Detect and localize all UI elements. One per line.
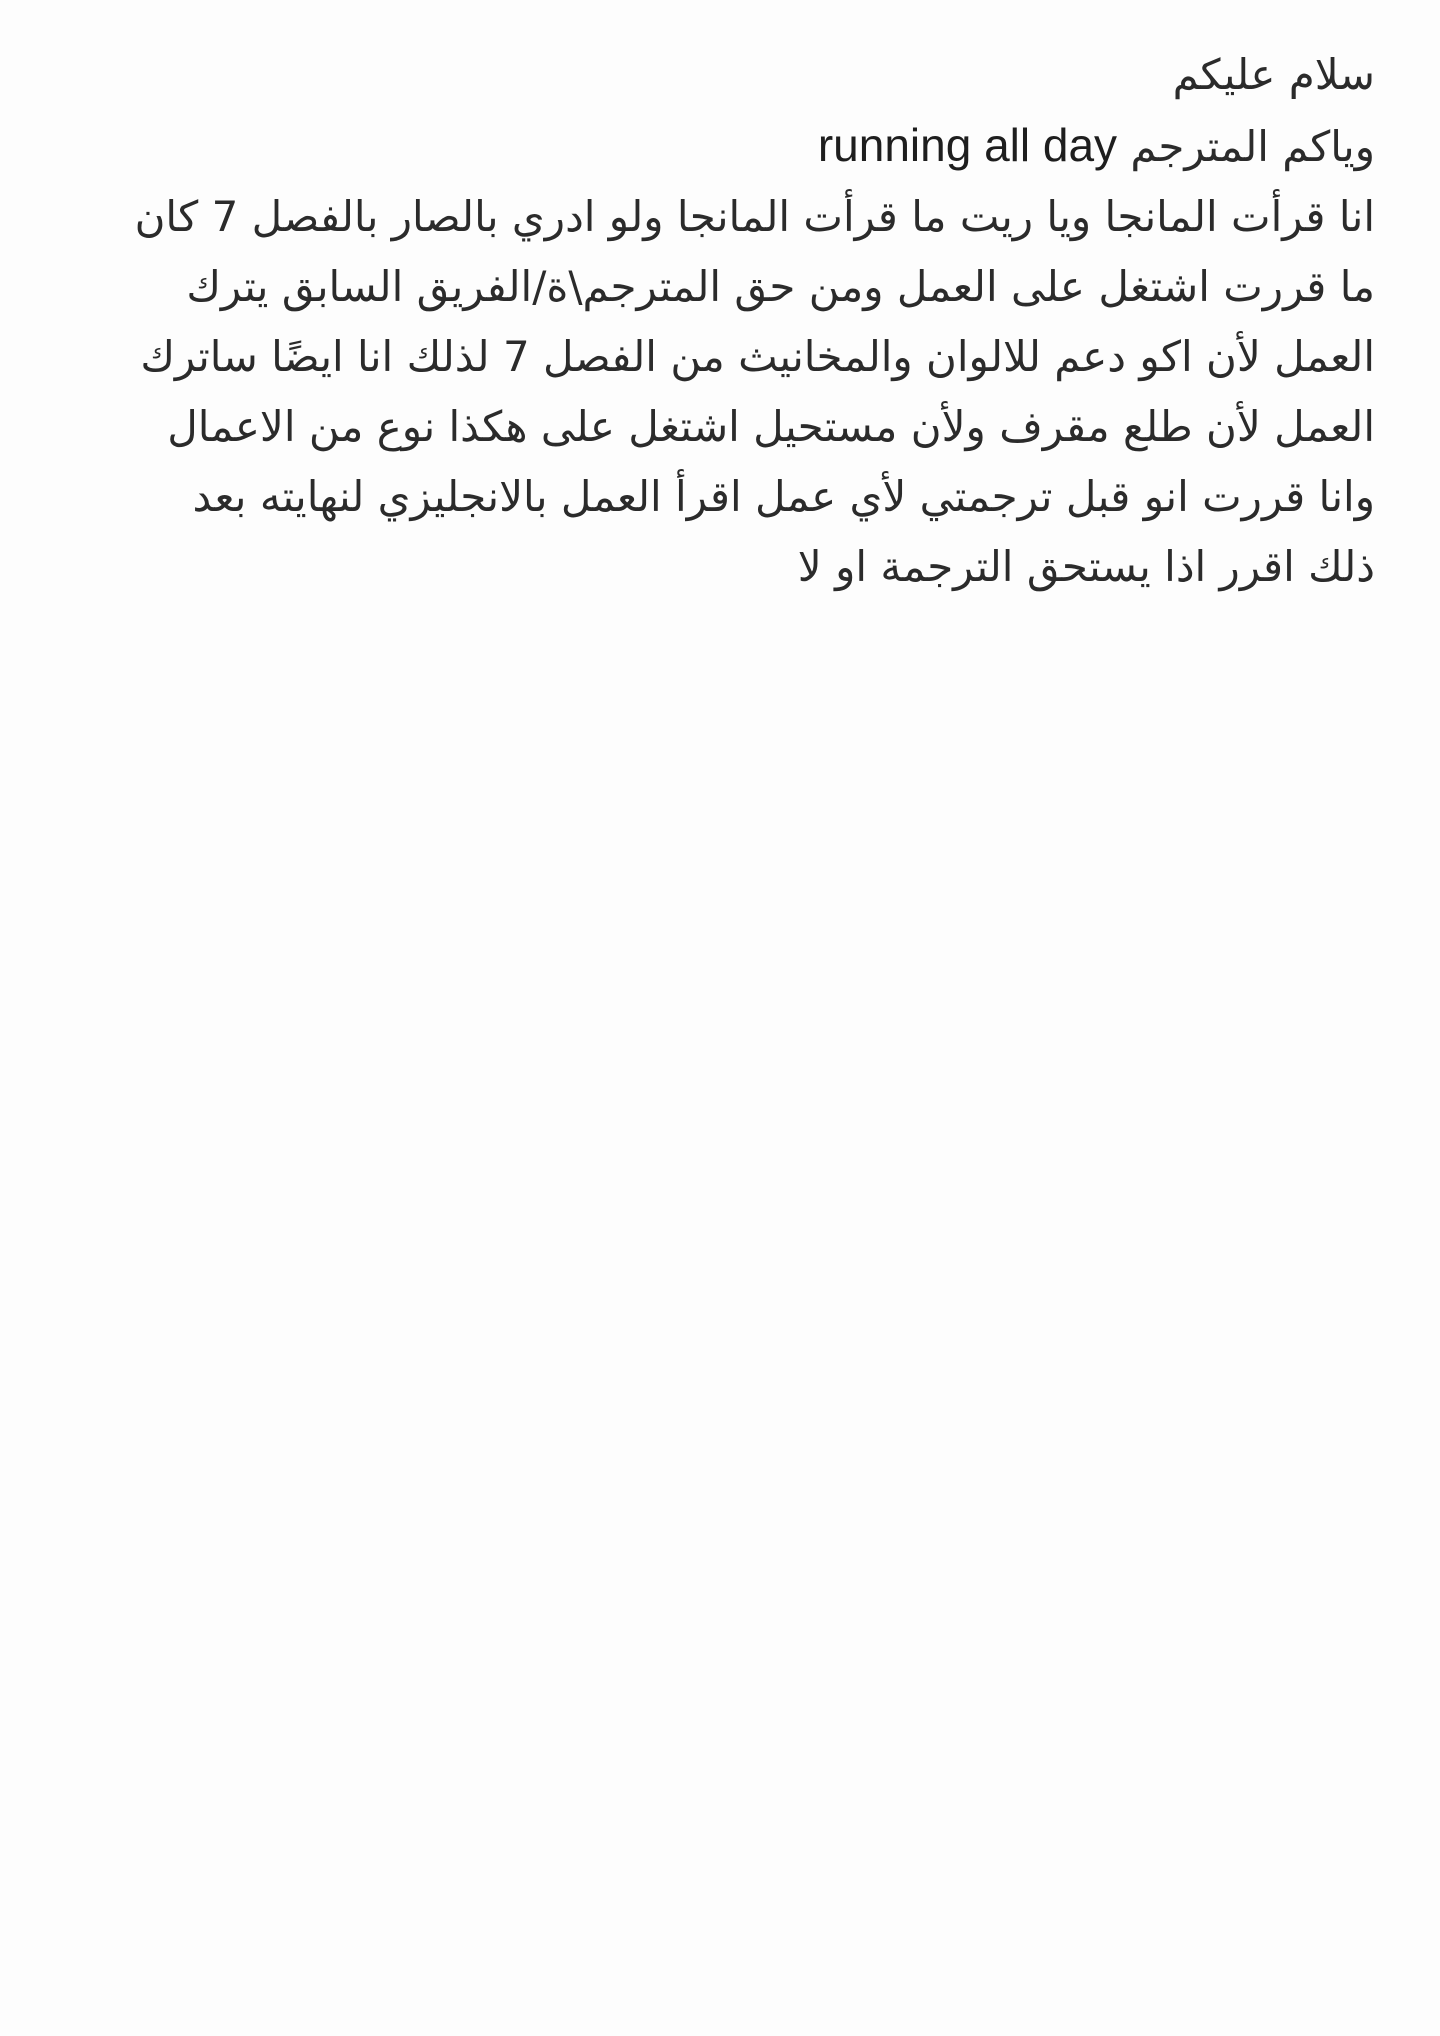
translator-line <box>70 110 1375 182</box>
body-line-1: انا قرأت المانجا ويا ريت ما قرأت المانجا ولو ادري بالصار بالفصل 7 كان <box>134 192 1375 241</box>
body-line-3: العمل لأن اكو دعم للالوان والمخانيث من الفصل 7 لذلك انا ايضًا ساترك <box>140 332 1375 381</box>
body-line-2: ما قررت اشتغل على العمل ومن حق المترجم\ة/الفريق السابق يترك <box>186 262 1375 311</box>
note-body <box>70 40 1375 602</box>
body-line-4: العمل لأن طلع مقرف ولأن مستحيل اشتغل على هكذا نوع من الاعمال <box>167 402 1375 451</box>
body-line-6: ذلك اقرر اذا يستحق الترجمة او لا <box>797 542 1375 591</box>
greeting-line: سلام عليكم <box>1172 50 1375 99</box>
translator-name: running all day <box>817 119 1118 171</box>
body-line-5: وانا قررت انو قبل ترجمتي لأي عمل اقرأ العمل بالانجليزي لنهايته بعد <box>192 472 1375 521</box>
translator-intro: وياكم المترجم <box>1130 122 1375 171</box>
